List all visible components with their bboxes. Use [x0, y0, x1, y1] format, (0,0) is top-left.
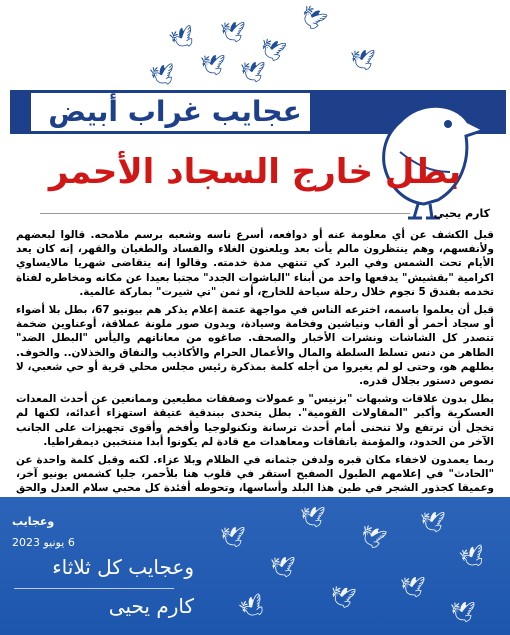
article-paragraph: بطل بدون علاقات وشبهات "بزنيس" و عمولات وصفقات مطيعين وممانعين عن أحدث المعدات العسكرية وأكبر "المقاولات القومية". بطل يتحدى ببندقية عتيقة استهزاء أعدائه، لكنها لم تخجل أن ترتفع ولا تنحنى أمام أحدث ترسانة وتكنولوجيا وأفخم وأقوى تجهيزات على الجانب الآخر من الحدود، والمؤمنة باتفاقات ومعاهدات مع قادة لم يكونوا أبدا منتخبين ديمقراطيا.: [16, 393, 494, 448]
article-paragraph: قبل أن يعلموا باسمه، اخترعه الناس في مواجهة عتمة إعلام يذكر هم بيونيو 67، بطل بلا أضواء أو سجاد أحمر أو ألقاب ونياشين وفخامة وسيادة، ويدون صور ملونة عملاقة، أوعناوين ضخمة تتصدر كل الشاشات ونشرات الأخبار والصحف. صاغوه من معاناتهم واليأس "البطل الضد" الطاهر من دنس تسلط السلطة والمال والأعمال الحرام والأكاذيب والنفاق والخذلان.. والخوف. بطلهم هو، وحتى لو لم يغيروا من أجله كلمة بمذكرة رئيس مجلس محلي قرية أو حي شعبي، لا نصوص دستور بجلال قدره.: [16, 304, 495, 388]
byline-divider: [40, 213, 410, 214]
bird-icon: 🕊: [236, 590, 270, 624]
article-body: [16, 228, 494, 514]
footer-author-name: كارم يحيى: [108, 594, 194, 618]
bird-icon: 🕊: [450, 600, 476, 624]
bird-icon: 🕊: [200, 53, 226, 77]
article-paragraph: ربما يعمدون لاخفاء مكان قبره ولدفن جثمانه في الظلام وبلا عزاء. لكنه وقبل كلمة واحدة عن "الحادث" في إعلامهم الطبول الصفيح استقر في قلوب هنا بلأحمر، جليا كشمس يونيو آخر، وعميقا كجذور الشجر في طين هذا البلد وأساسها، وتحوطه أفئدة كل محبي سلام العدل والحق: [16, 454, 494, 495]
article-paragraph: قبل الكشف عن أي معلومة عنه أو دوافعه، أسرع ناسه وشعبه برسم ملامحه. قالوا لبعضهم ولأنفسهم، وهم ينتظرون مالم يأت بعد ويلعنون الغلاء والفساد والطغيان والقهر، إنه كان يعد الأيام تحت الشمس وفي البرد كي تنتهي مدة خدمته. وقالوا إنه يتقاضى شهريا مالايساوي اكرامية "بقشيش" يدفعها واحد من أبناء "الباشوات الجدد" مجتبا بعيدا عن مكانه ومخاطره لفتاة تخدمه بفندق 5 نجوم خلال رحلة سياحة للخارج، أو ثمن "تي شيرت" بماركة عالمية.: [16, 229, 494, 298]
flying-birds-decoration: [120, 0, 380, 90]
bird-icon: 🕊: [257, 35, 289, 65]
bird-icon: 🕊: [328, 582, 358, 612]
footer-divider: [14, 588, 174, 589]
bird-icon: 🕊: [400, 575, 426, 599]
bird-icon: 🕊: [350, 48, 376, 72]
signature-date: 6 يونيو 2023: [12, 536, 75, 549]
footer-credits: [14, 553, 194, 621]
masthead-title: عجايب غراب أبيض: [48, 95, 302, 128]
bird-icon: 🕊: [148, 60, 178, 90]
bird-icon: 🕊: [220, 20, 246, 44]
signature-line: وعجايب: [12, 515, 55, 528]
bird-icon: 🕊: [420, 510, 446, 534]
bird-icon: 🕊: [220, 525, 246, 549]
bird-icon: 🕊: [295, 1, 330, 35]
bird-icon: 🕊: [457, 542, 489, 572]
bird-icon: 🕊: [166, 22, 199, 54]
bird-icon: 🕊: [270, 555, 296, 579]
article-headline: بطل خارج السجاد الأحمر: [48, 152, 462, 192]
banner-strip-left: [10, 90, 28, 134]
bird-icon: 🕊: [240, 60, 266, 84]
bird-icon: 🕊: [300, 505, 326, 529]
footer-series-label: وعجايب كل ثلاثاء: [52, 555, 194, 579]
author-byline: كارم يحيى: [433, 207, 490, 220]
masthead-banner: [10, 82, 506, 140]
bird-icon: 🕊: [356, 521, 389, 553]
